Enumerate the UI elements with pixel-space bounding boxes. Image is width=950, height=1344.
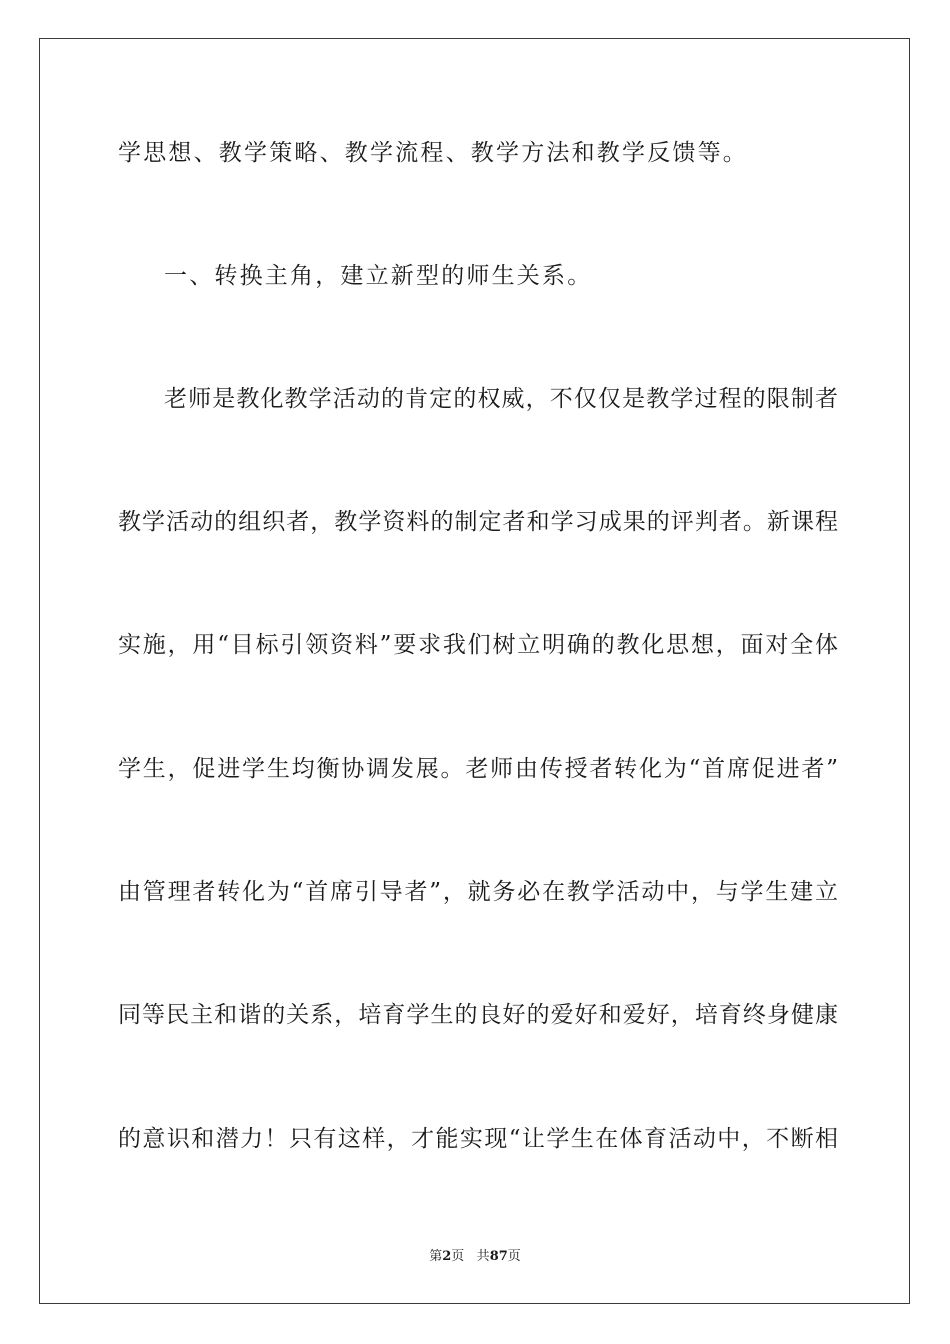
body-text-line: 的意识和潜力！只有这样，才能实现“让学生在体育活动中，不断相	[118, 1126, 838, 1152]
page-prefix: 第	[429, 1249, 443, 1264]
body-text-line: 教学活动的组织者，教学资料的制定者和学习成果的评判者。新课程	[118, 509, 838, 535]
total-pages: 87	[489, 1249, 508, 1264]
page-border	[39, 38, 910, 1304]
section-heading: 一、转换主角，建立新型的师生关系。	[164, 263, 593, 289]
body-text-line: 学生，促进学生均衡协调发展。老师由传授者转化为“首席促进者”	[118, 756, 838, 782]
total-suffix: 页	[507, 1249, 521, 1264]
page-footer	[0, 1248, 950, 1266]
page-suffix: 页	[451, 1249, 465, 1264]
body-text-line: 学思想、教学策略、教学流程、教学方法和教学反馈等。	[118, 140, 748, 166]
body-text-line: 由管理者转化为“首席引导者”，就务必在教学活动中，与学生建立	[118, 879, 838, 905]
paragraph-first-line: 老师是教化教学活动的肯定的权威，不仅仅是教学过程的限制者	[164, 386, 838, 412]
page-number: 2	[442, 1249, 452, 1264]
body-text-line: 同等民主和谐的关系，培育学生的良好的爱好和爱好，培育终身健康	[118, 1002, 838, 1028]
total-prefix: 共	[476, 1249, 490, 1264]
body-text-line: 实施，用“目标引领资料”要求我们树立明确的教化思想，面对全体	[118, 632, 838, 658]
